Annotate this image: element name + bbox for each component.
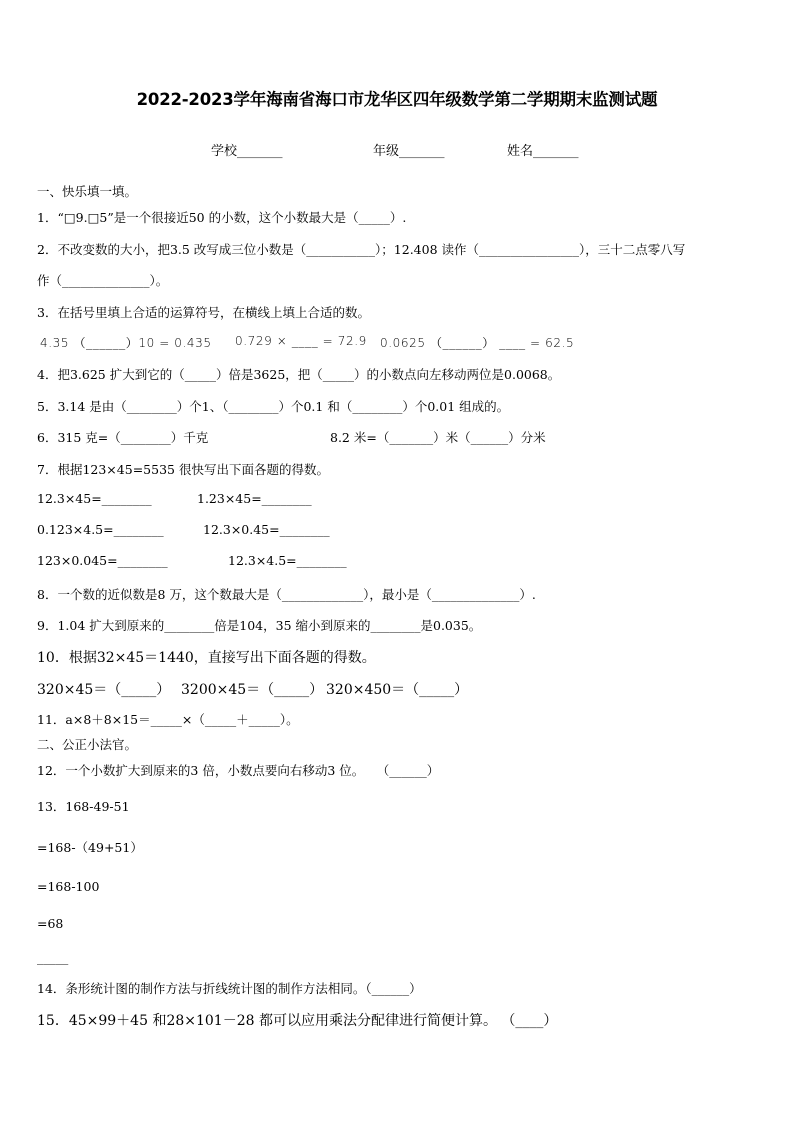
question-13-step3: =68 bbox=[37, 916, 64, 931]
question-13-answer-blank: _____ bbox=[37, 950, 69, 965]
question-10a: 320×45＝（_____） bbox=[37, 682, 171, 698]
section2-heading: 二、公正小法官。 bbox=[37, 737, 138, 752]
school-field: 学校_______ bbox=[211, 144, 283, 159]
question-13-step1: =168-（49+51） bbox=[37, 840, 143, 855]
question-3-expr2: 0.729 × ____ = 72.9 bbox=[235, 334, 367, 348]
question-3-expr1: 4.35 （______）10 = 0.435 bbox=[40, 336, 212, 350]
grade-field: 年级_______ bbox=[373, 144, 445, 159]
page-title: 2022-2023学年海南省海口市龙华区四年级数学第二学期期末监测试题 bbox=[136, 90, 658, 109]
question-10b: 3200×45＝（_____） bbox=[181, 682, 324, 698]
question-6-part1: 6．315 克=（________）千克 bbox=[37, 430, 209, 445]
question-14: 14．条形统计图的制作方法与折线统计图的制作方法相同。（______） bbox=[37, 981, 422, 996]
question-12: 12．一个小数扩大到原来的3 倍，小数点要向右移动3 位。 （______） bbox=[37, 763, 440, 778]
question-6-part2: 8.2 米=（_______）米（______）分米 bbox=[330, 430, 546, 445]
question-7e: 123×0.045=________ bbox=[37, 553, 168, 568]
question-15: 15．45×99＋45 和28×101－28 都可以应用乘法分配律进行简便计算。 （____） bbox=[37, 1013, 558, 1029]
question-2-line1: 2．不改变数的大小，把3.5 改写成三位小数是（___________）；12.408 读作（________________），三十二点零八写 bbox=[37, 242, 686, 257]
question-13-step2: =168-100 bbox=[37, 879, 100, 894]
question-5: 5．3.14 是由（________）个1、（________）个0.1 和（________）个0.01 组成的。 bbox=[37, 399, 510, 414]
section1-heading: 一、快乐填一填。 bbox=[37, 184, 138, 199]
question-7b: 1.23×45=________ bbox=[197, 491, 312, 506]
question-9: 9．1.04 扩大到原来的________倍是104，35 缩小到原来的________是0.035。 bbox=[37, 618, 482, 633]
question-4: 4．把3.625 扩大到它的（_____）倍是3625，把（_____）的小数点向左移动两位是0.0068。 bbox=[37, 367, 561, 382]
question-7c: 0.123×4.5=________ bbox=[37, 522, 164, 537]
question-1: 1．“□9.□5”是一个很接近50 的小数，这个小数最大是（_____）. bbox=[37, 210, 407, 225]
question-2-line2: 作（______________）。 bbox=[37, 273, 169, 288]
question-7a: 12.3×45=________ bbox=[37, 491, 152, 506]
question-7: 7．根据123×45=5535 很快写出下面各题的得数。 bbox=[37, 462, 329, 477]
question-7f: 12.3×4.5=________ bbox=[228, 553, 347, 568]
question-13: 13．168-49-51 bbox=[37, 799, 130, 814]
question-8: 8．一个数的近似数是8 万，这个数最大是（_____________），最小是（______________）. bbox=[37, 587, 536, 602]
question-3: 3．在括号里填上合适的运算符号，在横线上填上合适的数。 bbox=[37, 305, 370, 320]
question-7d: 12.3×0.45=________ bbox=[203, 522, 330, 537]
question-10: 10．根据32×45＝1440，直接写出下面各题的得数。 bbox=[37, 650, 376, 666]
question-11: 11．a×8＋8×15＝_____×（_____＋_____）。 bbox=[37, 712, 299, 727]
name-field: 姓名_______ bbox=[507, 144, 579, 159]
question-3-expr3: 0.0625 （______） ____ = 62.5 bbox=[380, 336, 575, 350]
question-10c: 320×450＝（_____） bbox=[326, 682, 469, 698]
